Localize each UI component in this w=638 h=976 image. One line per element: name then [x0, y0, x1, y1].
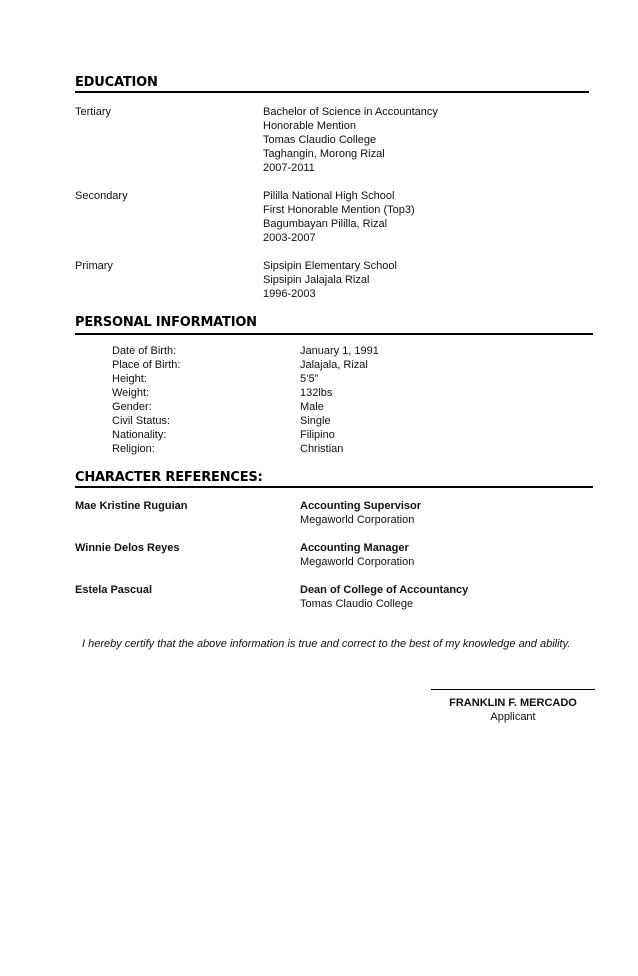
personal-label: Place of Birth: [112, 359, 181, 371]
references-divider [75, 486, 593, 488]
signatory-role: Applicant [490, 711, 536, 723]
personal-value: Single [300, 415, 331, 427]
education-heading: EDUCATION [75, 75, 158, 90]
education-detail: 2003-2007 [263, 232, 316, 244]
reference-organization: Tomas Claudio College [300, 598, 414, 610]
personal-label: Nationality: [112, 429, 167, 441]
education-detail: Bachelor of Science in Accountancy [263, 106, 438, 118]
reference-organization: Megaworld Corporation [300, 514, 415, 526]
education-detail: Sipsipin Elementary School [263, 260, 397, 272]
education-detail: 1996-2003 [263, 288, 316, 300]
signature-line [431, 689, 595, 690]
references-heading: CHARACTER REFERENCES: [75, 470, 263, 485]
education-detail: 2007-2011 [263, 162, 315, 174]
reference-name: Estela Pascual [75, 584, 153, 596]
reference-title: Accounting Manager [300, 542, 409, 554]
personal-value: Male [300, 401, 324, 413]
reference-title: Accounting Supervisor [300, 500, 422, 512]
personal-label: Weight: [112, 387, 150, 399]
reference-organization: Megaworld Corporation [300, 556, 415, 568]
personal-value: Christian [300, 443, 344, 455]
reference-title: Dean of College of Accountancy [300, 584, 469, 596]
education-detail: First Honorable Mention (Top3) [263, 204, 415, 216]
personal-value: Filipino [300, 429, 335, 441]
personal-label: Religion: [112, 443, 155, 455]
education-detail: Pililla National High School [263, 190, 395, 202]
education-detail: Sipsipin Jalajala Rizal [263, 274, 370, 286]
certification-statement: I hereby certify that the above information is true and correct to the best of my knowledge and ability. [82, 638, 571, 650]
education-detail: Honorable Mention [263, 120, 356, 132]
education-detail: Taghangin, Morong Rizal [263, 148, 385, 160]
personal-value: Jalajala, Rizal [300, 359, 368, 371]
reference-name: Mae Kristine Ruguian [75, 500, 188, 512]
personal-label: Height: [112, 373, 147, 385]
education-divider [75, 91, 589, 93]
education-detail: Tomas Claudio College [263, 134, 377, 146]
personal-info-heading: PERSONAL INFORMATION [75, 315, 257, 330]
personal-label: Gender: [112, 401, 152, 413]
personal-info-divider [75, 333, 593, 335]
personal-value: January 1, 1991 [300, 345, 379, 357]
education-level: Secondary [75, 190, 128, 202]
signatory-name: FRANKLIN F. MERCADO [449, 697, 577, 709]
reference-name: Winnie Delos Reyes [75, 542, 180, 554]
education-level: Tertiary [75, 106, 112, 118]
education-detail: Bagumbayan Pililla, Rizal [263, 218, 388, 230]
personal-value: 5’5” [300, 373, 319, 385]
education-level: Primary [75, 260, 113, 272]
personal-value: 132lbs [300, 387, 333, 399]
personal-label: Civil Status: [112, 415, 171, 427]
personal-label: Date of Birth: [112, 345, 177, 357]
